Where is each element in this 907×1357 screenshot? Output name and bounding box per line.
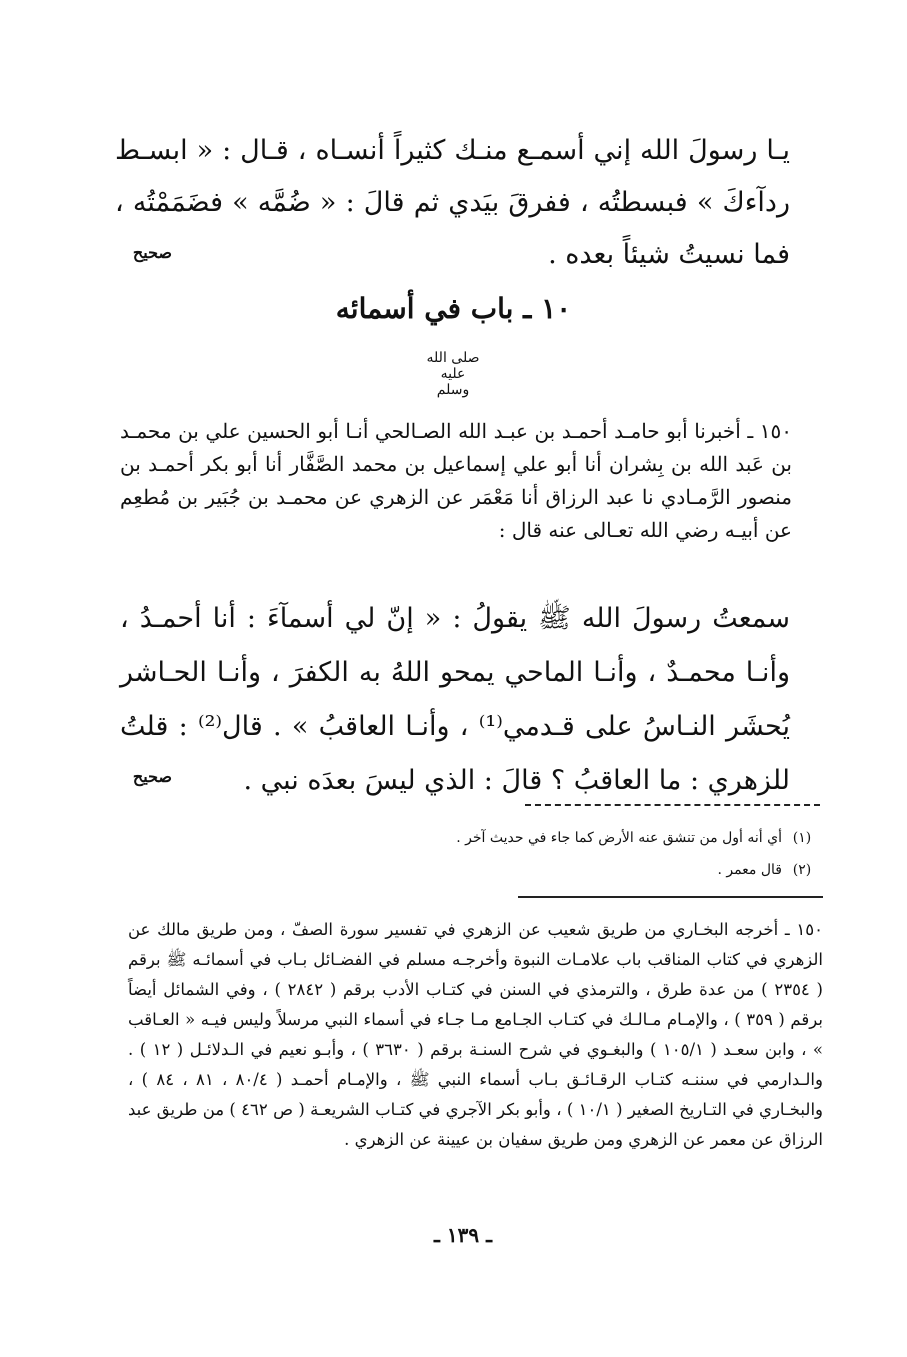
footnote	[390, 822, 822, 854]
footnote-number: (٢)	[792, 862, 812, 878]
footnote	[390, 854, 822, 886]
footnote-text: أي أنه أول من تنشق عنه الأرض كما جاء في حديث آخر .	[456, 830, 782, 846]
intro-paragraph: يـا رسولَ الله إني أسمـع منـك كثيراً أنسـاه ، قـال : « ابسـط ردآءكَ » فبسطتُه ، ففرقَ بيَدي ثم قالَ : « ضُمَّه » فضَمَمْتُه ، فما نسيتُ شيئاً بعده .	[115, 135, 790, 270]
page-number: ـ ١٣٩ ـ	[434, 1223, 492, 1247]
hadith-matn: سمعتُ رسولَ الله ﷺ يقولُ : « إنّ لي أسمآءَ : أنا أحمـدُ ، وأنـا محمـدٌ ، وأنـا الماحي يمحو اللهُ به الكفرَ ، وأنـا الحـاشر يُحشَر النـاسُ على قـدمي⁽¹⁾ ، وأنـا العاقبُ » . قال⁽²⁾ : قلتُ للزهري : ما العاقبُ ؟ قالَ : الذي ليسَ بعدَه نبي .	[120, 603, 790, 796]
grade-label-2: صحيح	[132, 767, 172, 786]
footnote-number: (١)	[792, 830, 812, 846]
section-rule	[518, 896, 823, 898]
footnote-text: قال معمر .	[717, 862, 782, 878]
grade-label: صحيح	[132, 243, 172, 262]
footnote-separator	[525, 804, 820, 806]
honorific-seal: صلى الله عليه وسلم	[426, 350, 480, 398]
takhrij-paragraph: ١٥٠ ـ أخرجه البخـاري من طريق شعيب عن الزهري في تفسير سورة الصفّ ، ومن طريق مالك عن الزهري في كتاب المناقب باب علامـات النبوة وأخرجـه مسلم في الفضـائل بـاب في أسمائـه ﷺ برقم ( ٢٣٥٤ ) من عدة طرق ، والترمذي في السنن في كتـاب الأدب برقم ( ٢٨٤٢ ) ، وفي الشمائل أيضاً برقم ( ٣٥٩ ) ، والإمـام مـالـك في كتـاب الجـامع مـا جـاء في أسماء النبي مرسلاً وليس فيـه « العـاقب » ، وابن سعـد ( ١٠٥/١ ) والبغـوي في شرح السنـة برقم ( ٣٦٣٠ ) ، وأبـو نعيم في الـدلائـل ( ١٢ ) . والـدارمي في سننـه كتـاب الرقـائـق بـاب أسماء النبي ﷺ ، والإمـام أحمـد ( ٨٠/٤ ، ٨١ ، ٨٤ ) ، والبخـاري في التـاريخ الصغير ( ١٠/١ ) ، وأبو بكر الآجري في كتـاب الشريعـة ( ص ٤٦٢ ) من طريق عبد الرزاق عن معمر عن الزهري ومن طريق سفيان بن عيينة عن الزهري .	[128, 920, 824, 1149]
footnotes	[390, 822, 822, 886]
hadith-isnad: ١٥٠ ـ أخبرنا أبو حامـد أحمـد بن عبـد الله الصـالحي أنـا أبو الحسين علي بن محمـد بن عَبد الله بن بِشران أنا أبو علي إسماعيل بن محمد الصَّفَّار أنا أبو بكر أحمـد بن منصور الرَّمـادي نا عبد الرزاق أنا مَعْمَر عن الزهري عن محمـد بن جُبَير بن مُطعِم عن أبيـه رضي الله تعـالى عنه قال :	[120, 419, 792, 542]
chapter-heading: ١٠ ـ باب في أسمائه	[335, 292, 572, 325]
